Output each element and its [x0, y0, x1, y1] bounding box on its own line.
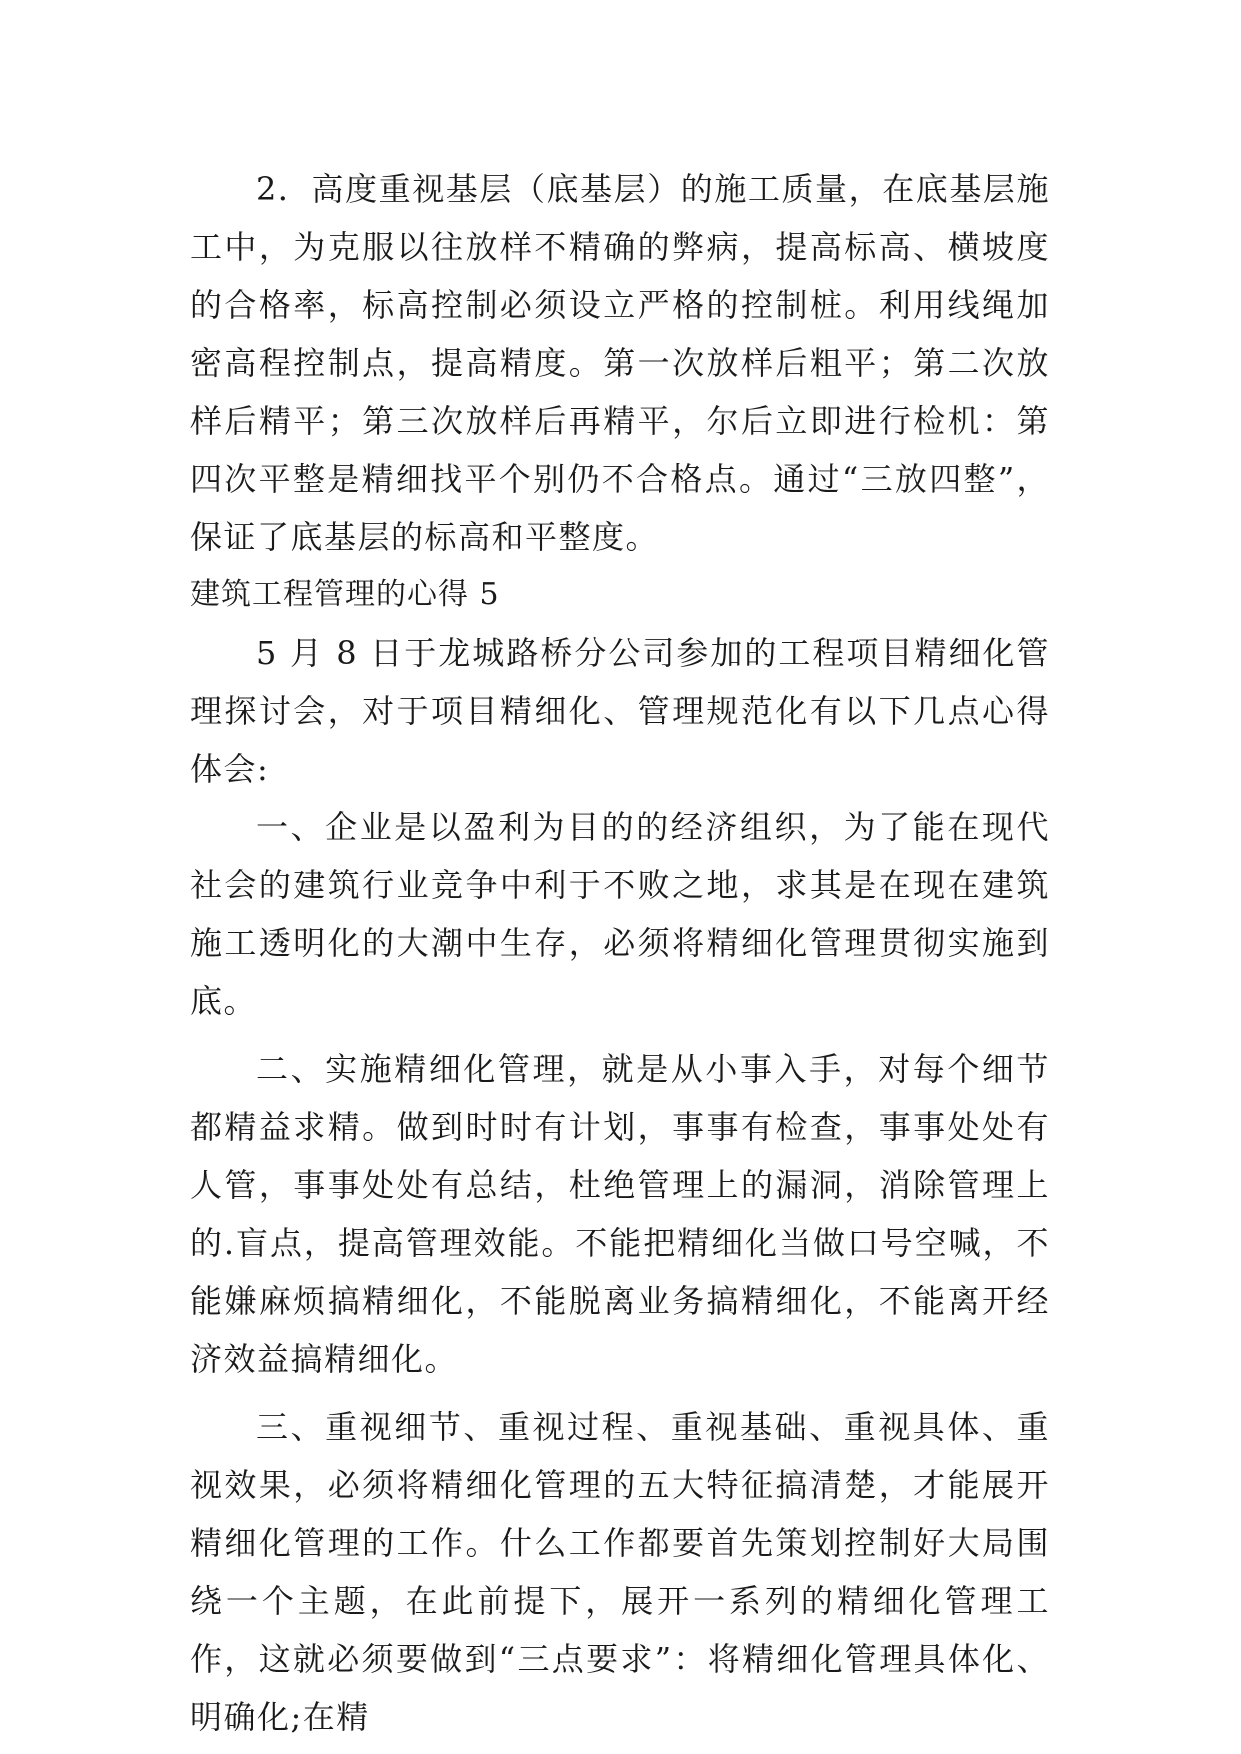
section-heading: 建筑工程管理的心得 5 [190, 577, 500, 612]
paragraph-point-two: 二、实施精细化管理，就是从小事入手，对每个细节都精益求精。做到时时有计划，事事有检查，事事处处有人管，事事处处有总结，杜绝管理上的漏洞，消除管理上的.盲点，提高管理效能。不能把精细化当做口号空喊，不能嫌麻烦搞精细化，不能脱离业务搞精细化，不能离开经济效益搞精细化。 [190, 1050, 1050, 1378]
paragraph-point-one: 一、企业是以盈利为目的的经济组织，为了能在现代社会的建筑行业竞争中利于不败之地，求其是在现在建筑施工透明化的大潮中生存，必须将精细化管理贯彻实施到底。 [190, 808, 1050, 1020]
paragraph-base-layer-quality: 2．高度重视基层（底基层）的施工质量，在底基层施工中，为克服以往放样不精确的弊病，提高标高、横坡度的合格率，标高控制必须设立严格的控制桩。利用线绳加密高程控制点，提高精度。第一次放样后粗平；第二次放样后精平；第三次放样后再精平，尔后立即进行检机：第四次平整是精细找平个别仍不合格点。通过“三放四整”，保证了底基层的标高和平整度。 [190, 170, 1050, 556]
document-page [190, 160, 1050, 1746]
paragraph-point-three: 三、重视细节、重视过程、重视基础、重视具体、重视效果，必须将精细化管理的五大特征搞清楚，才能展开精细化管理的工作。什么工作都要首先策划控制好大局围绕一个主题，在此前提下，展开一系列的精细化管理工作，这就必须要做到“三点要求”：将精细化管理具体化、明确化;在精 [190, 1408, 1050, 1736]
paragraph-meeting-intro: 5 月 8 日于龙城路桥分公司参加的工程项目精细化管理探讨会，对于项目精细化、管理规范化有以下几点心得体会: [190, 634, 1050, 788]
